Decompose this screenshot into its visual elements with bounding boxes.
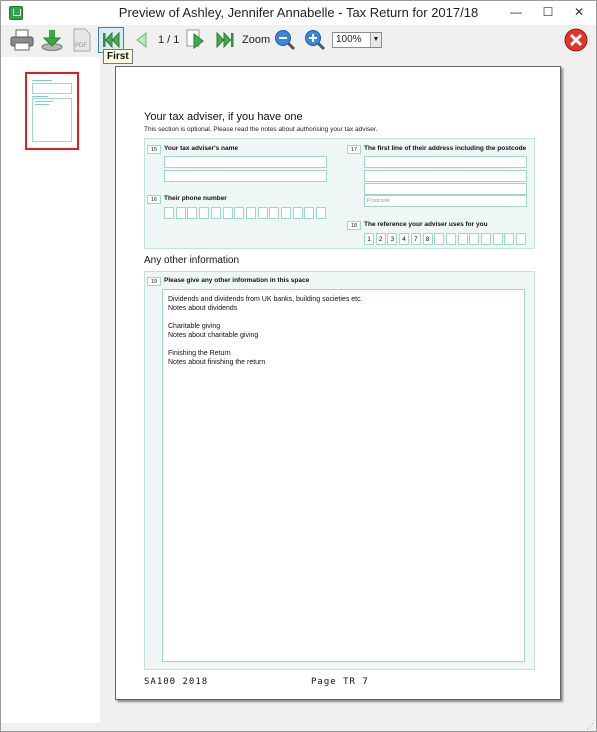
close-preview-icon xyxy=(564,28,588,52)
adviser-name-field-1 xyxy=(164,156,327,168)
phone-digit-cell xyxy=(316,207,326,219)
info-line: Notes about finishing the return xyxy=(168,359,266,366)
window-title: Preview of Ashley, Jennifer Annabelle - Tax Return for 2017/18 xyxy=(118,5,479,20)
print-icon xyxy=(10,29,34,51)
phone-digit-cell xyxy=(176,207,186,219)
window-close-button[interactable]: ✕ xyxy=(573,5,585,19)
phone-digit-cell xyxy=(234,207,244,219)
section-heading-other-info: Any other information xyxy=(144,255,240,266)
question-number-15: 15 xyxy=(147,145,161,154)
page-thumbnail[interactable] xyxy=(25,72,79,150)
postcode-field xyxy=(364,195,527,207)
next-page-icon xyxy=(186,29,206,51)
thumbnail-panel xyxy=(1,57,100,723)
first-page-icon xyxy=(101,31,121,49)
next-page-button[interactable] xyxy=(183,27,209,53)
title-bar xyxy=(1,1,596,25)
info-line: Finishing the Return xyxy=(168,350,231,357)
question-number-16: 16 xyxy=(147,195,161,204)
document-viewer[interactable] xyxy=(100,57,596,723)
postcode-label: Postcode xyxy=(367,198,390,204)
zoom-in-button[interactable] xyxy=(302,27,328,53)
reference-digit-cell xyxy=(446,233,456,245)
phone-digit-cell xyxy=(199,207,209,219)
address-field-3 xyxy=(364,183,527,195)
resize-grip-icon[interactable]: ⋰ xyxy=(586,722,594,731)
phone-digit-cell xyxy=(304,207,314,219)
zoom-select[interactable] xyxy=(332,32,382,48)
phone-digit-cell xyxy=(293,207,303,219)
form-code: SA100 2018 xyxy=(144,677,209,687)
reference-digit-cell: 7 xyxy=(411,233,421,245)
thumbnail-page-preview xyxy=(30,77,74,145)
question-label-16: Their phone number xyxy=(164,195,227,202)
reference-digit-cell: 4 xyxy=(399,233,409,245)
reference-digit-cell: 3 xyxy=(387,233,397,245)
info-line: Dividends and dividends from UK banks, building societies etc. xyxy=(168,296,363,303)
question-label-19: Please give any other information in this space xyxy=(164,277,310,284)
document-page xyxy=(115,66,561,700)
question-label-17: The first line of their address including the postcode xyxy=(364,145,527,152)
close-preview-button[interactable] xyxy=(563,27,589,53)
zoom-in-icon xyxy=(304,29,326,51)
previous-page-icon xyxy=(134,31,148,49)
reference-digit-cell: 8 xyxy=(423,233,433,245)
maximize-button[interactable]: ☐ xyxy=(542,5,554,19)
phone-digit-cell xyxy=(281,207,291,219)
page-label: Page TR 7 xyxy=(311,677,369,687)
section-heading-tax-adviser: Your tax adviser, if you have one xyxy=(144,111,303,123)
phone-digit-cell xyxy=(269,207,279,219)
info-line: Notes about charitable giving xyxy=(168,332,259,339)
export-pdf-button[interactable] xyxy=(69,27,95,53)
question-number-17: 17 xyxy=(347,145,361,154)
save-download-icon xyxy=(40,28,64,52)
last-page-button[interactable] xyxy=(213,27,239,53)
info-line: Notes about dividends xyxy=(168,305,238,312)
other-info-textbox xyxy=(162,289,525,662)
question-number-19: 19 xyxy=(147,277,161,286)
reference-digit-cell: 1 xyxy=(364,233,374,245)
phone-digit-cell xyxy=(187,207,197,219)
reference-digit-cell xyxy=(516,233,526,245)
info-line: Charitable giving xyxy=(168,323,221,330)
chevron-down-icon[interactable]: ▼ xyxy=(370,33,381,47)
minimize-button[interactable]: — xyxy=(510,5,522,19)
question-label-15: Your tax adviser's name xyxy=(164,145,239,152)
address-field-2 xyxy=(364,170,527,182)
question-label-18: The reference your adviser uses for you xyxy=(364,221,488,228)
reference-digit-cell xyxy=(434,233,444,245)
reference-digit-cell xyxy=(458,233,468,245)
reference-digit-cell xyxy=(481,233,491,245)
svg-text:PDF: PDF xyxy=(75,43,87,49)
print-button[interactable] xyxy=(9,27,35,53)
section-subheading: This section is optional. Please read the notes about authorising your tax adviser. xyxy=(144,126,378,133)
pdf-icon xyxy=(72,28,92,52)
phone-digit-cell xyxy=(164,207,174,219)
adviser-name-field-2 xyxy=(164,170,327,182)
reference-digit-cell xyxy=(504,233,514,245)
zoom-label: Zoom xyxy=(242,34,271,46)
page-count: 1 / 1 xyxy=(158,34,180,46)
toolbar xyxy=(1,25,596,55)
last-page-icon xyxy=(215,31,237,49)
tooltip: First xyxy=(103,49,133,64)
status-bar xyxy=(1,723,596,731)
reference-digit-cell xyxy=(493,233,503,245)
phone-digit-cell xyxy=(211,207,221,219)
zoom-out-button[interactable] xyxy=(272,27,298,53)
question-number-18: 18 xyxy=(347,221,361,230)
phone-digit-cell xyxy=(246,207,256,219)
zoom-out-icon xyxy=(274,29,296,51)
reference-digit-cell: 2 xyxy=(376,233,386,245)
phone-digit-cell xyxy=(258,207,268,219)
reference-digit-cell xyxy=(469,233,479,245)
zoom-value: 100% xyxy=(336,34,362,45)
address-field-1 xyxy=(364,156,527,168)
phone-digit-cell xyxy=(223,207,233,219)
save-button[interactable] xyxy=(39,27,65,53)
